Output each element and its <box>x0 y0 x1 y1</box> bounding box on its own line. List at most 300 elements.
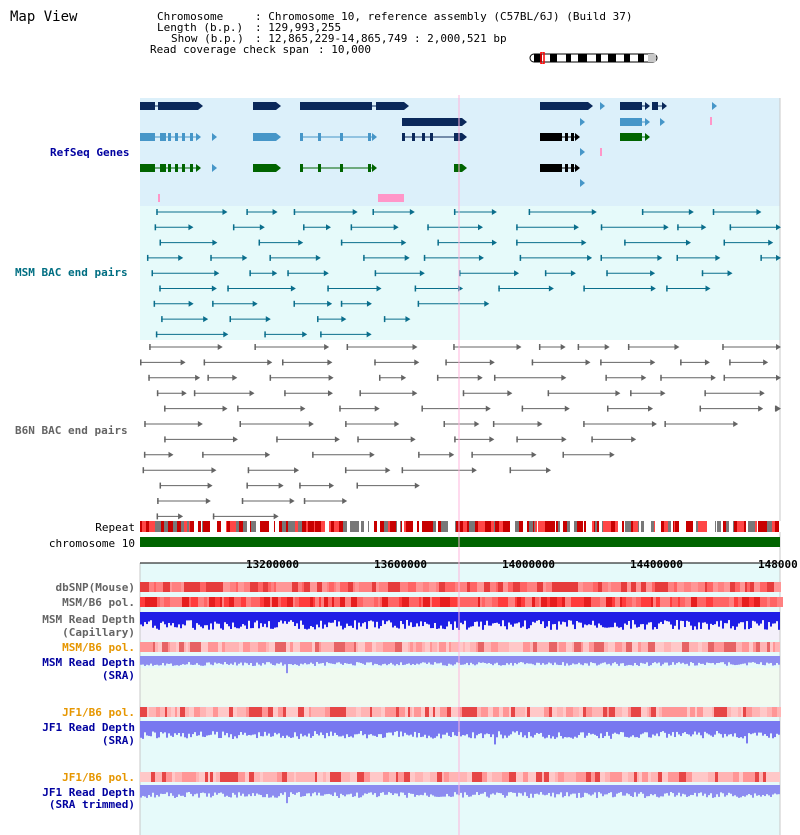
bac-end-arrow <box>206 498 211 504</box>
depth-bar <box>282 612 284 624</box>
depth-bar <box>194 612 196 630</box>
track-label-b6n-bac[interactable]: B6N BAC end pairs <box>15 424 128 437</box>
depth-bar <box>390 721 392 733</box>
depth-bar <box>648 721 650 737</box>
heatmap-cell <box>294 772 296 782</box>
heatmap-cell <box>379 772 383 782</box>
depth-bar <box>182 721 184 733</box>
depth-bar <box>236 612 238 628</box>
depth-bar <box>244 721 246 733</box>
heatmap-cell <box>530 642 533 652</box>
track-label-msm-depth-sra[interactable]: MSM Read Depth <box>42 656 135 669</box>
depth-bar <box>620 785 622 792</box>
heatmap-cell <box>742 597 749 607</box>
gene-exon <box>140 133 155 141</box>
heatmap-cell <box>586 707 588 717</box>
heatmap-cell <box>342 707 346 717</box>
gene-exon <box>253 102 276 110</box>
depth-bar <box>582 785 584 797</box>
depth-bar <box>690 721 692 736</box>
depth-bar <box>436 721 438 736</box>
depth-bar <box>568 721 570 737</box>
bac-end-tick <box>421 406 423 412</box>
heatmap-cell <box>576 772 583 782</box>
heatmap-cell <box>167 707 171 717</box>
depth-bar <box>466 785 468 795</box>
heatmap-cell <box>552 707 557 717</box>
depth-bar <box>392 721 394 735</box>
heatmap-cell <box>260 772 263 782</box>
depth-bar <box>508 612 510 623</box>
heatmap-cell <box>713 597 718 607</box>
heatmap-cell <box>724 582 730 592</box>
depth-bar <box>254 785 256 796</box>
heatmap-cell <box>746 707 752 717</box>
depth-bar <box>396 656 398 664</box>
depth-bar <box>342 785 344 795</box>
heatmap-cell <box>648 772 651 782</box>
repeat-block <box>247 521 250 532</box>
heatmap-cell <box>201 642 208 652</box>
bac-end-tick <box>156 209 158 215</box>
heatmap-cell <box>254 597 260 607</box>
depth-bar <box>184 721 186 737</box>
depth-bar <box>648 612 650 623</box>
track-label-jf1-depth[interactable]: JF1 Read Depth <box>42 721 135 734</box>
gene-exon <box>540 133 562 141</box>
depth-bar <box>520 721 522 732</box>
track-label-jf1-b6-pol-2[interactable]: JF1/B6 pol. <box>62 771 135 784</box>
depth-bar <box>340 612 342 626</box>
heatmap-cell <box>352 707 356 717</box>
bac-end-tick <box>276 436 278 442</box>
heatmap-cell <box>442 772 444 782</box>
depth-bar <box>568 656 570 665</box>
heatmap-cell <box>423 597 430 607</box>
heatmap-cell <box>641 642 648 652</box>
track-label-msm-bac[interactable]: MSM BAC end pairs <box>15 266 128 279</box>
depth-bar <box>238 612 240 628</box>
repeat-block <box>364 521 368 532</box>
depth-bar <box>644 612 646 630</box>
depth-bar <box>666 721 668 738</box>
depth-bar <box>476 721 478 735</box>
depth-bar <box>212 721 214 731</box>
length-label: Length (b.p.) <box>157 21 244 34</box>
depth-bar <box>296 656 298 665</box>
depth-bar <box>696 656 698 665</box>
repeat-block <box>155 521 159 532</box>
heatmap-cell <box>536 772 542 782</box>
depth-bar <box>272 612 274 629</box>
depth-bar <box>426 656 428 664</box>
depth-bar <box>290 721 292 738</box>
depth-bar <box>674 656 676 665</box>
depth-bar <box>742 612 744 622</box>
depth-bar <box>296 721 298 736</box>
heatmap-cell <box>664 642 671 652</box>
depth-bar <box>360 612 362 627</box>
heatmap-cell <box>280 772 282 782</box>
depth-bar <box>210 785 212 797</box>
depth-bar <box>626 612 628 625</box>
heatmap-cell <box>160 597 164 607</box>
depth-bar <box>634 612 636 624</box>
depth-bar <box>518 656 520 663</box>
heatmap-cell <box>155 642 158 652</box>
depth-bar <box>412 721 414 737</box>
depth-bar <box>576 656 578 664</box>
depth-bar <box>384 721 386 737</box>
depth-bar <box>616 612 618 627</box>
heatmap-cell <box>706 597 713 607</box>
depth-bar <box>266 612 268 627</box>
heatmap-cell <box>290 642 293 652</box>
depth-bar <box>484 785 486 792</box>
depth-bar <box>554 612 556 624</box>
depth-bar <box>772 721 774 738</box>
depth-bar <box>580 785 582 798</box>
heatmap-cell <box>549 772 555 782</box>
depth-bar <box>302 612 304 625</box>
depth-bar <box>154 612 156 626</box>
bac-end-arrow <box>631 436 636 442</box>
b6n-bac-track[interactable] <box>140 344 781 519</box>
bac-end-arrow <box>211 467 216 473</box>
heatmap-cell <box>750 582 754 592</box>
repeat-block <box>693 521 696 532</box>
repeat-block <box>361 521 364 532</box>
depth-bar <box>754 612 756 622</box>
heatmap-cell <box>600 597 606 607</box>
depth-bar <box>150 656 152 664</box>
depth-bar <box>408 656 410 663</box>
bac-end-tick <box>583 421 585 427</box>
depth-bar <box>272 721 274 736</box>
bac-end-tick <box>149 344 151 350</box>
track-label-refseq[interactable]: RefSeq Genes <box>50 146 130 159</box>
repeat-block <box>436 521 438 532</box>
depth-bar <box>404 656 406 665</box>
bac-end-tick <box>660 375 662 381</box>
depth-bar <box>410 656 412 665</box>
depth-bar <box>444 612 446 629</box>
depth-bar <box>400 785 402 792</box>
depth-bar <box>720 656 722 662</box>
gene-exon <box>376 102 404 110</box>
depth-bar <box>748 656 750 662</box>
depth-bar <box>172 612 174 623</box>
heatmap-cell <box>414 707 421 717</box>
repeat-block <box>622 521 624 532</box>
gene-exon <box>620 133 642 141</box>
depth-bar <box>372 656 374 665</box>
heatmap-cell <box>591 597 596 607</box>
track-label-msm-b6-pol-sra[interactable]: MSM/B6 pol. <box>62 641 135 654</box>
depth-bar <box>332 656 334 664</box>
track-label-jf1-depth-trimmed[interactable]: JF1 Read Depth <box>42 786 135 799</box>
gene-exon <box>253 164 276 172</box>
bac-end-tick <box>207 375 209 381</box>
depth-bar <box>354 656 356 665</box>
heatmap-cell <box>179 642 184 652</box>
depth-bar <box>392 656 394 664</box>
gene-exon <box>168 133 171 141</box>
depth-bar <box>242 612 244 624</box>
bac-end-arrow <box>411 436 416 442</box>
depth-bar <box>168 721 170 733</box>
bac-end-tick <box>498 286 500 292</box>
repeat-block <box>711 521 715 532</box>
depth-bar <box>768 721 770 738</box>
depth-bar <box>330 721 332 732</box>
track-label-jf1-b6-pol[interactable]: JF1/B6 pol. <box>62 706 135 719</box>
repeat-block <box>449 521 452 532</box>
heatmap-cell <box>777 707 781 717</box>
bac-end-arrow <box>265 452 270 458</box>
bac-end-tick <box>233 224 235 230</box>
depth-bar <box>392 612 394 627</box>
heatmap-cell <box>641 597 645 607</box>
depth-bar <box>316 785 318 795</box>
depth-bar <box>778 656 780 665</box>
bac-end-tick <box>583 286 585 292</box>
heatmap-cell <box>703 597 706 607</box>
depth-bar <box>252 656 254 666</box>
depth-bar <box>576 721 578 738</box>
depth-bar <box>514 656 516 663</box>
depth-bar <box>544 721 546 738</box>
depth-bar <box>698 785 700 793</box>
repeat-block <box>269 521 270 532</box>
depth-bar <box>548 785 550 793</box>
heatmap-cell <box>741 707 743 717</box>
depth-bar <box>508 785 510 792</box>
depth-bar <box>410 721 412 735</box>
depth-bar <box>570 721 572 738</box>
bac-end-tick <box>341 301 343 307</box>
bac-end-tick <box>545 270 547 276</box>
bac-end-tick <box>317 316 319 322</box>
repeat-block <box>746 521 748 532</box>
depth-bar <box>140 656 142 665</box>
depth-bar <box>748 721 750 733</box>
depth-bar <box>358 612 360 623</box>
heatmap-cell <box>672 597 678 607</box>
heatmap-cell <box>288 582 292 592</box>
depth-bar <box>692 785 694 795</box>
depth-bar <box>324 656 326 666</box>
depth-bar <box>718 785 720 797</box>
heatmap-cell <box>194 707 200 717</box>
depth-bar <box>344 656 346 663</box>
depth-bar <box>512 721 514 731</box>
heatmap-cell <box>749 642 753 652</box>
repeat-block <box>570 521 574 532</box>
repeat-block <box>515 521 519 532</box>
depth-bar <box>600 721 602 733</box>
repeat-block <box>638 521 639 532</box>
bac-end-tick <box>415 286 417 292</box>
depth-bar <box>658 612 660 623</box>
heatmap-cell <box>662 772 666 782</box>
repeat-block <box>282 521 284 532</box>
depth-bar <box>630 656 632 665</box>
depth-bar <box>238 721 240 735</box>
repeat-block <box>594 521 595 532</box>
depth-bar <box>450 721 452 737</box>
bac-end-arrow <box>711 375 716 381</box>
heatmap-cell <box>178 582 181 592</box>
heatmap-cell <box>238 772 245 782</box>
depth-bar <box>632 656 634 666</box>
depth-bar <box>364 656 366 665</box>
bac-end-tick <box>443 421 445 427</box>
depth-bar <box>436 612 438 629</box>
depth-bar <box>664 721 666 733</box>
depth-bar <box>150 785 152 797</box>
depth-bar <box>626 656 628 665</box>
depth-bar <box>722 612 724 629</box>
bac-end-tick <box>516 224 518 230</box>
heatmap-cell <box>702 642 705 652</box>
depth-bar <box>206 656 208 663</box>
bac-end-arrow <box>329 375 334 381</box>
depth-bar <box>762 656 764 665</box>
depth-bar <box>410 785 412 794</box>
depth-bar <box>416 656 418 664</box>
depth-bar <box>356 721 358 734</box>
depth-bar <box>490 656 492 664</box>
bac-end-arrow <box>329 483 334 489</box>
depth-bar <box>678 656 680 662</box>
heatmap-cell <box>467 597 474 607</box>
depth-bar <box>552 656 554 665</box>
heatmap-cell <box>319 597 321 607</box>
heatmap-cell <box>690 707 695 717</box>
track-label-msm-depth-capillary[interactable]: MSM Read Depth <box>42 613 135 626</box>
depth-bar <box>256 656 258 663</box>
depth-bar <box>550 612 552 630</box>
depth-bar <box>604 721 606 736</box>
heatmap-cell <box>408 642 410 652</box>
depth-bar <box>442 785 444 797</box>
repeat-block <box>214 521 217 532</box>
depth-bar <box>362 612 364 623</box>
heatmap-cell <box>692 642 698 652</box>
heatmap-cell <box>619 707 622 717</box>
depth-bar <box>676 656 678 663</box>
depth-bar <box>428 612 430 625</box>
repeat-block <box>423 521 427 532</box>
repeat-block <box>585 521 586 532</box>
depth-bar <box>190 656 192 665</box>
depth-bar <box>156 721 158 738</box>
depth-bar <box>268 785 270 798</box>
depth-bar <box>440 721 442 738</box>
heatmap-cell <box>346 707 352 717</box>
depth-bar <box>694 612 696 626</box>
depth-bar <box>312 785 314 793</box>
heatmap-cell <box>264 642 266 652</box>
depth-bar <box>516 785 518 797</box>
depth-bar <box>322 785 324 796</box>
depth-bar <box>272 656 274 665</box>
depth-bar <box>500 612 502 626</box>
heatmap-cell <box>651 707 656 717</box>
heatmap-cell <box>255 582 258 592</box>
depth-bar <box>314 721 316 731</box>
depth-bar <box>440 612 442 626</box>
bac-end-arrow <box>401 375 406 381</box>
depth-bar <box>502 721 504 738</box>
depth-bar <box>318 612 320 627</box>
track-label-msm-b6-pol[interactable]: MSM/B6 pol. <box>62 596 135 609</box>
heatmap-cell <box>412 707 414 717</box>
repeat-block <box>306 521 308 532</box>
heatmap-cell <box>691 582 698 592</box>
depth-bar <box>742 721 744 738</box>
depth-bar <box>160 656 162 665</box>
gene-exon <box>454 164 462 172</box>
track-label-dbsnp[interactable]: dbSNP(Mouse) <box>55 581 135 594</box>
depth-bar <box>594 612 596 625</box>
depth-bar <box>234 656 236 662</box>
depth-bar <box>570 656 572 665</box>
depth-bar <box>526 721 528 738</box>
depth-bar <box>460 656 462 665</box>
bac-end-arrow <box>274 513 279 519</box>
show-value: : 12,865,229-14,865,749 : 2,000,521 bp <box>255 32 507 45</box>
bac-end-tick <box>713 209 715 215</box>
depth-bar <box>464 721 466 735</box>
bac-end-arrow <box>168 452 173 458</box>
depth-bar <box>468 656 470 665</box>
bac-end-tick <box>454 209 456 215</box>
heatmap-cell <box>559 642 566 652</box>
depth-bar <box>612 721 614 734</box>
heatmap-cell <box>632 642 638 652</box>
depth-bar <box>494 612 496 623</box>
depth-bar <box>236 721 238 738</box>
heatmap-cell <box>309 707 311 717</box>
heatmap-cell <box>429 582 436 592</box>
repeat-block <box>203 521 206 532</box>
repeat-block <box>410 521 411 532</box>
depth-bar <box>586 656 588 663</box>
depth-bar <box>476 785 478 792</box>
depth-bar <box>308 612 310 629</box>
heatmap-cell <box>615 642 620 652</box>
depth-bar <box>598 721 600 738</box>
depth-bar <box>318 656 320 664</box>
depth-bar <box>702 721 704 738</box>
heatmap-cell <box>278 707 283 717</box>
depth-bar <box>436 785 438 797</box>
heatmap-cell <box>680 597 685 607</box>
heatmap-cell <box>186 642 188 652</box>
depth-bar <box>532 721 534 738</box>
heatmap-cell <box>503 582 508 592</box>
depth-bar <box>232 785 234 793</box>
repeat-block <box>588 521 592 532</box>
depth-bar <box>158 656 160 665</box>
heatmap-cell <box>677 642 682 652</box>
depth-bar <box>190 612 192 620</box>
depth-bar <box>734 656 736 665</box>
bac-end-tick <box>160 483 162 489</box>
bac-end-tick <box>303 224 305 230</box>
